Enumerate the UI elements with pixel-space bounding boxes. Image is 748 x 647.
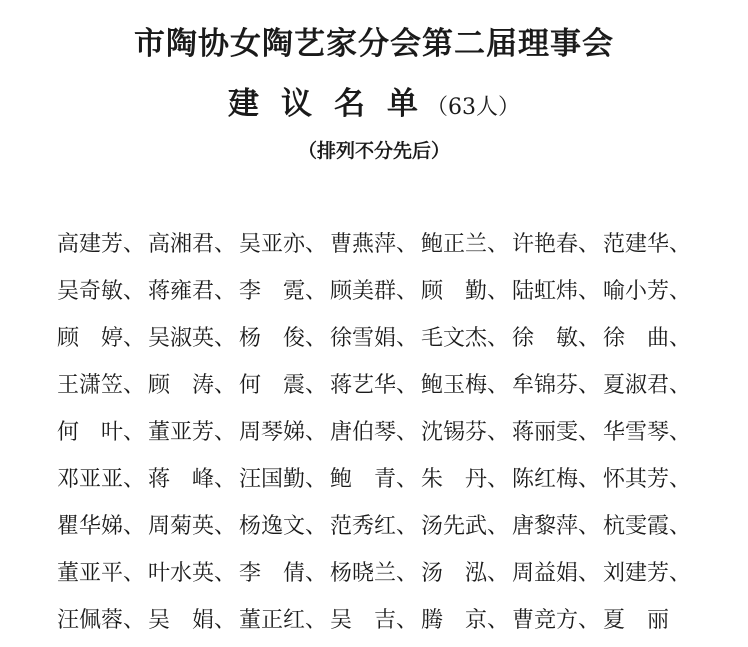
name-entry: 朱 丹、 xyxy=(421,467,510,492)
name-entry: 李 霓、 xyxy=(239,279,328,304)
name-entry: 怀其芳、 xyxy=(603,467,692,492)
name-entry: 叶水英、 xyxy=(148,561,237,586)
name-entry: 鲍正兰、 xyxy=(421,232,510,257)
name-entry: 顾 婷、 xyxy=(57,326,146,351)
name-entry: 吴 娟、 xyxy=(148,608,237,633)
document-subtitle xyxy=(0,78,748,123)
name-entry: 刘建芳、 xyxy=(603,561,692,586)
name-entry: 曹燕萍、 xyxy=(330,232,419,257)
name-entry: 徐 曲、 xyxy=(603,326,692,351)
name-entry: 董亚芳、 xyxy=(148,420,237,445)
name-entry: 杨 俊、 xyxy=(239,326,328,351)
subtitle-main: 建议名单 xyxy=(228,86,440,122)
name-entry: 汪佩蓉、 xyxy=(57,608,146,633)
name-entry: 周琴娣、 xyxy=(239,420,328,445)
name-entry: 鲍玉梅、 xyxy=(421,373,510,398)
name-entry: 蒋丽雯、 xyxy=(512,420,601,445)
name-entry: 腾 京、 xyxy=(421,608,510,633)
name-row xyxy=(57,313,747,360)
member-count: （63人） xyxy=(426,95,520,120)
name-entry: 华雪琴、 xyxy=(603,420,692,445)
name-entry: 高湘君、 xyxy=(148,232,237,257)
name-row xyxy=(57,266,747,313)
name-entry: 鲍 青、 xyxy=(330,467,419,492)
name-entry: 许艳春、 xyxy=(512,232,601,257)
name-entry: 王潇笠、 xyxy=(57,373,146,398)
name-row xyxy=(57,595,747,642)
name-entry: 汤先武、 xyxy=(421,514,510,539)
name-entry: 吴奇敏、 xyxy=(57,279,146,304)
name-entry: 沈锡芬、 xyxy=(421,420,510,445)
name-entry: 瞿华娣、 xyxy=(57,514,146,539)
name-entry: 陈红梅、 xyxy=(512,467,601,492)
name-row xyxy=(57,454,747,501)
name-entry: 董正红、 xyxy=(239,608,328,633)
name-entry: 顾 勤、 xyxy=(421,279,510,304)
name-entry: 吴淑英、 xyxy=(148,326,237,351)
name-entry: 董亚平、 xyxy=(57,561,146,586)
name-entry: 范秀红、 xyxy=(330,514,419,539)
name-entry: 毛文杰、 xyxy=(421,326,510,351)
name-list xyxy=(57,219,747,642)
name-entry: 徐 敏、 xyxy=(512,326,601,351)
name-row xyxy=(57,407,747,454)
name-entry: 徐雪娟、 xyxy=(330,326,419,351)
name-entry: 蒋艺华、 xyxy=(330,373,419,398)
name-entry: 周益娟、 xyxy=(512,561,601,586)
document-title: 市陶协女陶艺家分会第二届理事会 xyxy=(134,26,614,62)
name-entry: 杨逸文、 xyxy=(239,514,328,539)
name-entry: 蒋 峰、 xyxy=(148,467,237,492)
name-entry: 邓亚亚、 xyxy=(57,467,146,492)
name-row xyxy=(57,501,747,548)
name-entry: 吴亚亦、 xyxy=(239,232,328,257)
name-entry: 顾美群、 xyxy=(330,279,419,304)
name-entry: 唐伯琴、 xyxy=(330,420,419,445)
name-entry: 范建华、 xyxy=(603,232,692,257)
name-entry: 何 叶、 xyxy=(57,420,146,445)
name-entry: 何 震、 xyxy=(239,373,328,398)
name-entry: 李 倩、 xyxy=(239,561,328,586)
name-entry: 吴 吉、 xyxy=(330,608,419,633)
name-row xyxy=(57,360,747,407)
name-entry: 汤 泓、 xyxy=(421,561,510,586)
name-row xyxy=(57,219,747,266)
name-entry: 曹竞方、 xyxy=(512,608,601,633)
name-row xyxy=(57,548,747,595)
name-entry: 夏淑君、 xyxy=(603,373,692,398)
name-entry: 蒋雍君、 xyxy=(148,279,237,304)
name-entry: 牟锦芬、 xyxy=(512,373,601,398)
name-entry: 陆虹炜、 xyxy=(512,279,601,304)
name-entry: 夏 丽 xyxy=(603,608,670,633)
name-entry: 杭雯霞、 xyxy=(603,514,692,539)
name-entry: 高建芳、 xyxy=(57,232,146,257)
name-entry: 顾 涛、 xyxy=(148,373,237,398)
name-entry: 唐黎萍、 xyxy=(512,514,601,539)
ordering-note: （排列不分先后） xyxy=(297,140,450,162)
name-entry: 杨晓兰、 xyxy=(330,561,419,586)
name-entry: 汪国勤、 xyxy=(239,467,328,492)
name-entry: 喻小芳、 xyxy=(603,279,692,304)
name-entry: 周菊英、 xyxy=(148,514,237,539)
